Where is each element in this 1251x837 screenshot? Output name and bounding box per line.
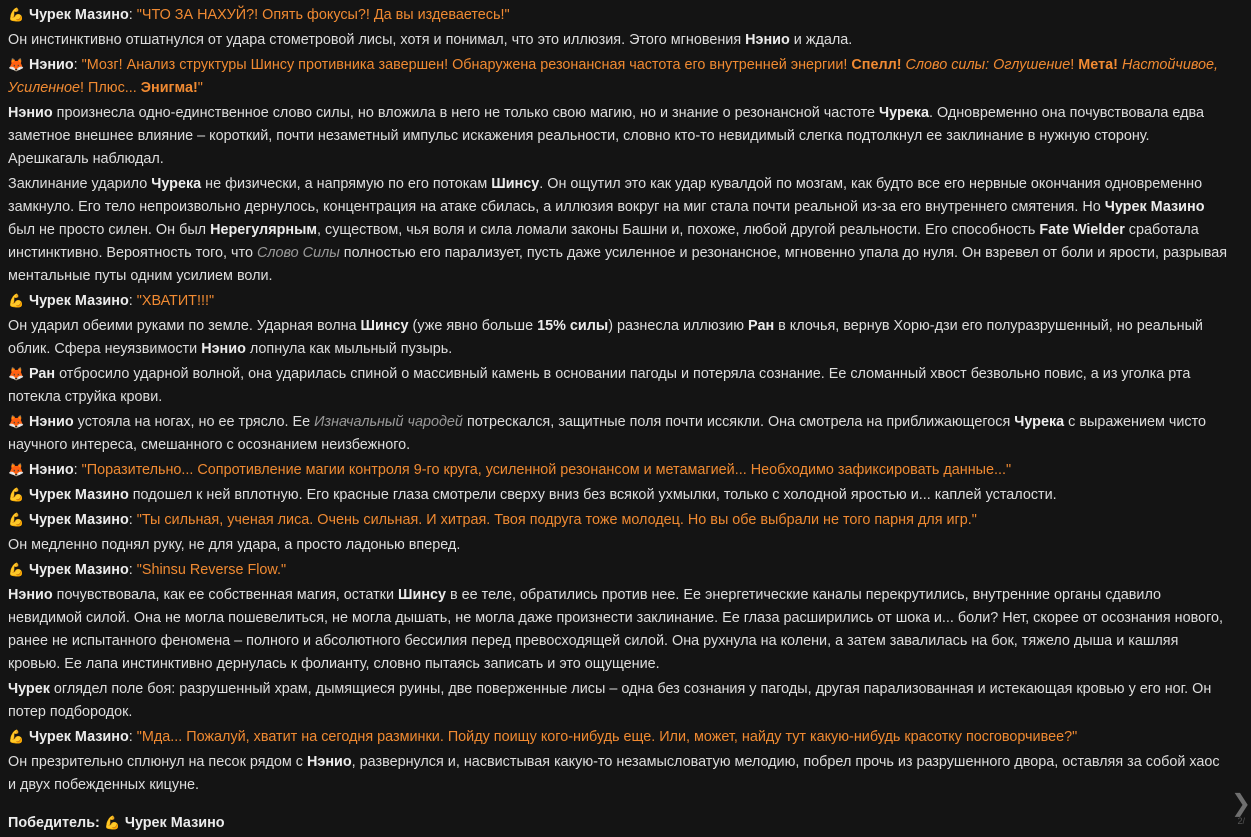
narration-paragraph [8, 484, 1230, 507]
dialogue-line [8, 4, 1230, 27]
flexed-arm-icon: 💪 [8, 513, 25, 528]
flexed-arm-icon: 💪 [8, 563, 25, 578]
narration-paragraph [8, 315, 1230, 361]
name-text: Шинсу [360, 318, 409, 334]
dialogue-line [8, 54, 1230, 100]
text: потрескался, защитные поля почти иссякли. Она смотрела на приближающегося [462, 414, 1015, 430]
text: подошел к ней вплотную. Его красные глаза смотрели сверху вниз без всякой ухмылки, только с холодной яростью и... каплей усталости. [128, 487, 1057, 503]
page-indicator: 2/ [1237, 816, 1245, 826]
text: : [128, 729, 137, 745]
name-text: Чурек Мазино [29, 487, 129, 503]
text: с выражением чисто научного интереса, смешанного с осознанием неизбежного. [8, 414, 1207, 453]
name-text: Нэнио [306, 754, 352, 770]
dialogue-line [8, 559, 1230, 582]
text: , существом, чья воля и сила ломали законы Башни и, похоже, любой другой реальности. Его способность [317, 222, 1040, 238]
dialogue-line [8, 459, 1230, 482]
name-text: Шинсу [491, 176, 540, 192]
winner-label: Победитель: [8, 815, 100, 831]
name-text: Чурек Мазино [29, 7, 129, 23]
quote-text: Энигма! [140, 80, 198, 96]
text: : [73, 462, 82, 478]
text: : [128, 562, 137, 578]
narration-paragraph [8, 534, 1230, 557]
name-text: Чурека [1014, 414, 1065, 430]
flexed-arm-icon: 💪 [8, 8, 25, 23]
name-text: Нэнио [29, 57, 74, 73]
text: Он медленно поднял руку, не для удара, а просто ладонью вперед. [8, 537, 461, 553]
text: в ее теле, обратились против нее. Ее энергетические каналы перекрутились, внутренние органы сдавило невидимой силой. Она не могла пошевелиться, не могла дышать, не могла даже произнести заклинание. Ее глаза расширились от шока и... боли? Нет, скорее от осознания нового, ранее не испытанного феномена – полного и абсолютного бессилия перед превосходящей силой. Она рухнула на колени, а затем завалилась на бок, тяжело дыша и кашляя кровью. Ее лапа инстинктивно дернулась к фолианту, словно пытаясь записать и это ощущение. [8, 587, 1224, 672]
name-text: Чурек Мазино [29, 562, 129, 578]
narration-paragraph [8, 102, 1230, 171]
text: оглядел поле боя: разрушенный храм, дымящиеся руины, две поверженные лисы – одна без сознания у пагоды, другая парализованная и истекающая кровью у его ног. Он потер подбородок. [8, 681, 1212, 720]
narration-paragraph [8, 173, 1230, 288]
text: : [128, 293, 137, 309]
quote-text: Настойчивое, Усиленное [8, 57, 1219, 96]
narration-paragraph [8, 29, 1230, 52]
text: в клочья, вернув Хорю-дзи его полуразрушенный, но реальный облик. Сфера неуязвимости [8, 318, 1203, 357]
text: , развернулся и, насвистывая какую-то незамысловатую мелодию, побрел прочь из разрушенного двора, оставляя за собой хаос и двух побежденных кицуне. [8, 754, 1220, 793]
text: сработала инстинктивно. Вероятность того, что [8, 222, 1199, 261]
story-log [8, 4, 1230, 837]
name-text: Чурек Мазино [29, 729, 129, 745]
quote-text: "Мозг! Анализ структуры Шинсу противника завершен! Обнаружена резонансная частота его внутренней энергии! [81, 57, 852, 73]
next-page-button[interactable] [1231, 789, 1251, 817]
flexed-arm-icon: 💪 [8, 730, 25, 745]
chevron-right-icon: ❯ [1231, 789, 1251, 817]
name-text: Fate Wielder [1039, 222, 1125, 238]
text: полностью его парализует, пусть даже усиленное и резонансное, мгновенно упала до нуля. Он взревел от боли и ярости, разрывая ментальные путы одним усилием воли. [8, 245, 1228, 284]
text: Он ударил обеими руками по земле. Ударная волна [8, 318, 361, 334]
flexed-arm-icon: 💪 [8, 488, 25, 503]
name-text: 15% силы [537, 318, 609, 334]
text: Заклинание ударило [8, 176, 152, 192]
narration-paragraph [8, 678, 1230, 724]
name-text: Чурек [8, 681, 50, 697]
name-text: Нэнио [29, 462, 74, 478]
dialogue-line [8, 726, 1230, 749]
quote-text: "Ты сильная, ученая лиса. Очень сильная. И хитрая. Твоя подруга тоже молодец. Но вы обе выбрали не того парня для игр." [136, 512, 977, 528]
text: лопнула как мыльный пузырь. [245, 341, 453, 357]
quote-text: "Shinsu Reverse Flow." [136, 562, 287, 578]
text: . Он ощутил это как удар кувалдой по мозгам, как будто все его нервные окончания одновременно замкнуло. Его тело непроизвольно дернулось, концентрация на атаке сбилась, а иллюзия вокруг на миг стала почти реальной из-за его внутреннего смятения. Но [8, 176, 1203, 215]
text: был не просто силен. Он был [8, 222, 211, 238]
quote-text: Спелл! [851, 57, 902, 73]
name-text: Нэнио [8, 587, 53, 603]
text: отбросило ударной волной, она ударилась спиной о массивный камень в основании пагоды и потеряла сознание. Ее сломанный хвост безвольно повис, а из уголка рта потекла струйка крови. [8, 366, 1191, 405]
text: . Одновременно она почувствовала едва заметное внешнее влияние – короткий, почти незаметный импульс искажения реальности, словно кто-то невидимый слегка подтолкнул ее заклинание в нужную сторону. Арешкагаль наблюдал. [8, 105, 1204, 167]
name-text: Нэнио [745, 32, 790, 48]
name-text: Шинсу [398, 587, 447, 603]
narration-paragraph [8, 363, 1230, 409]
name-text: Нэнио [29, 414, 74, 430]
text: устояла на ногах, но ее трясло. Ее [73, 414, 315, 430]
quote-text: Мета! [1078, 57, 1118, 73]
narration-paragraph [8, 751, 1230, 797]
name-text: Ран [29, 366, 56, 382]
text: (уже явно больше [408, 318, 538, 334]
fox-icon: 🦊 [8, 415, 25, 430]
text: : [128, 512, 137, 528]
name-text: Чурека [879, 105, 929, 121]
text: Он инстинктивно отшатнулся от удара стометровой лисы, хотя и понимал, что это иллюзия. Этого мгновения [8, 32, 746, 48]
text: Он презрительно сплюнул на песок рядом с [8, 754, 307, 770]
winner-line [8, 812, 1230, 835]
text: Изначальный чародей [314, 414, 463, 430]
name-text: Нэнио [201, 341, 246, 357]
text: почувствовала, как ее собственная магия, остатки [52, 587, 399, 603]
text: : [73, 57, 82, 73]
quote-text: " [197, 80, 203, 96]
text: не физически, а напрямую по его потокам [201, 176, 492, 192]
quote-text: "ХВАТИТ!!!" [136, 293, 215, 309]
fox-icon: 🦊 [8, 463, 25, 478]
name-text: Чурека [151, 176, 202, 192]
text: произнесла одно-единственное слово силы, но вложила в него не только свою магию, но и знание о резонансной частоте [52, 105, 880, 121]
text: и ждала. [789, 32, 853, 48]
text: Слово Силы [256, 245, 340, 261]
quote-text: "ЧТО ЗА НАХУЙ?! Опять фокусы?! Да вы издеваетесь!" [136, 7, 510, 23]
narration-paragraph [8, 411, 1230, 457]
text: ) разнесла иллюзию [608, 318, 749, 334]
quote-text: ! [1070, 57, 1079, 73]
flexed-arm-icon: 💪 [104, 816, 121, 831]
dialogue-line [8, 509, 1230, 532]
name-text: Чурек Мазино [29, 512, 129, 528]
text: : [128, 7, 137, 23]
name-text: Чурек Мазино [1104, 199, 1205, 215]
quote-text: "Мда... Пожалуй, хватит на сегодня разминки. Пойду поищу кого-нибудь еще. Или, может, найду тут какую-нибудь красотку посговорчивее?" [136, 729, 1078, 745]
fox-icon: 🦊 [8, 58, 25, 73]
narration-paragraph [8, 584, 1230, 676]
name-text: Нэнио [8, 105, 53, 121]
winner-name: Чурек Мазино [124, 815, 225, 831]
name-text: Нерегулярным [210, 222, 318, 238]
quote-text: Слово силы: Оглушение [905, 57, 1071, 73]
name-text: Чурек Мазино [29, 293, 129, 309]
dialogue-line [8, 290, 1230, 313]
quote-text: ! Плюс... [80, 80, 141, 96]
name-text: Ран [748, 318, 775, 334]
quote-text: "Поразительно... Сопротивление магии контроля 9-го круга, усиленной резонансом и метамагией... Необходимо зафиксировать данные..." [81, 462, 1012, 478]
flexed-arm-icon: 💪 [8, 294, 25, 309]
fox-icon: 🦊 [8, 367, 25, 382]
